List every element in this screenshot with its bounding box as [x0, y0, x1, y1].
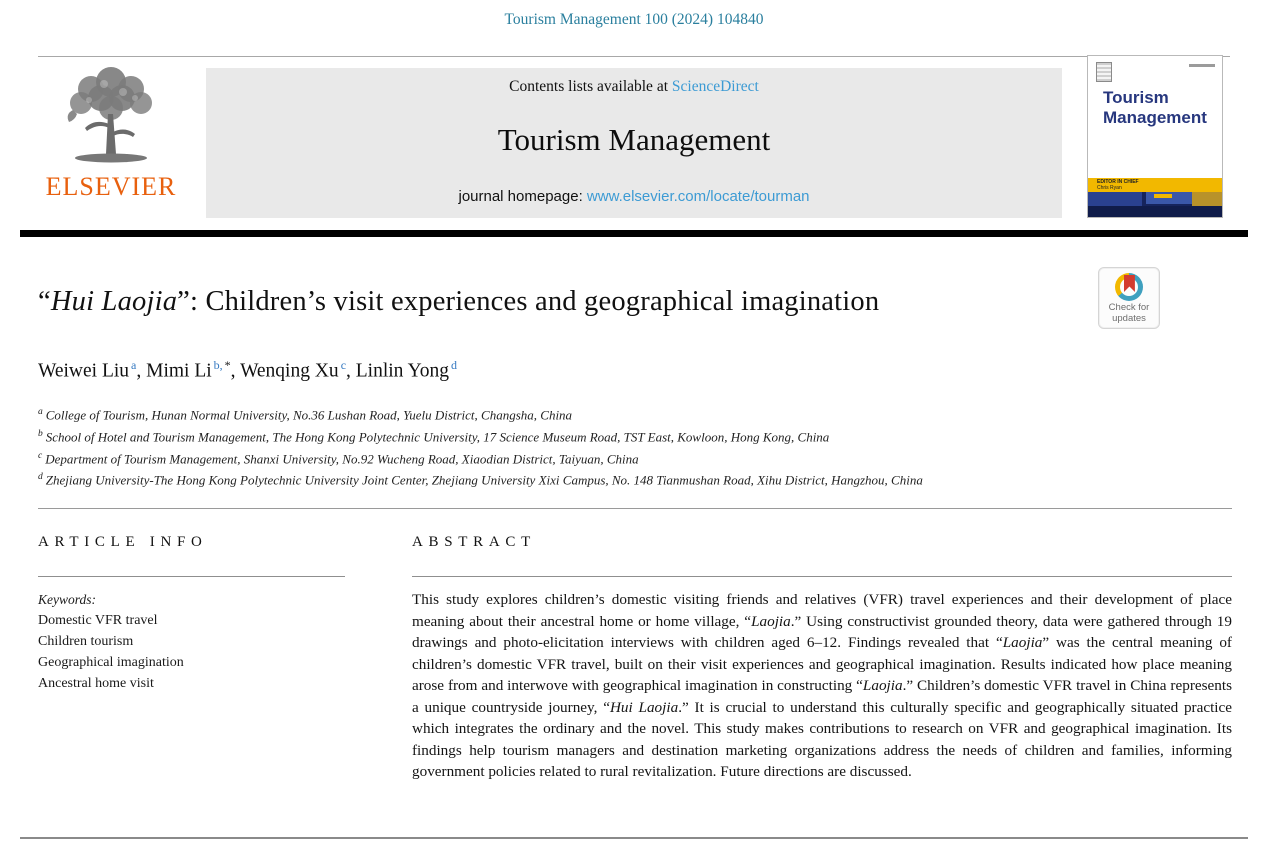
abstract-rule: [412, 576, 1232, 577]
keyword-item: Domestic VFR travel: [38, 613, 158, 628]
keywords-list: [38, 610, 345, 694]
article-info-rule: [38, 576, 345, 577]
affiliation-item: $^a$ College of Tourism, Hunan Normal University, No.36 Lushan Road, Yuelu District, Changsha, China: [38, 407, 573, 423]
article-info-column: [38, 534, 345, 694]
abstract-top-divider: [38, 508, 1232, 509]
article-title: “Hui Laojia”: Children’s visit experiences and geographical imagination: [38, 286, 880, 317]
contents-line: [206, 78, 1062, 96]
abstract-column: [412, 534, 1232, 783]
cover-editor-name: Chris Ryan: [1097, 185, 1122, 191]
cover-photo-block: [1088, 192, 1142, 206]
page-bottom-divider: [20, 837, 1248, 839]
affiliation-list: [38, 403, 923, 490]
keyword-item: Geographical imagination: [38, 655, 184, 670]
journal-banner: [206, 68, 1062, 218]
keyword-item: Ancestral home visit: [38, 676, 154, 691]
elsevier-tree-icon: [59, 62, 163, 170]
crossmark-icon: [1115, 273, 1143, 301]
journal-homepage-link[interactable]: www.elsevier.com/locate/tourman: [586, 188, 810, 205]
homepage-label: journal homepage:: [458, 188, 587, 205]
cover-photo-collage: [1088, 192, 1222, 218]
elsevier-logo[interactable]: [38, 62, 184, 220]
affiliation-item: $^d$ Zhejiang University-The Hong Kong Polytechnic University Joint Center, Zhejiang University Xixi Campus, No. 148 Tianmushan Road, Xihu District, Hangzhou, China: [38, 472, 923, 488]
cover-journal-title: Tourism Management: [1103, 88, 1207, 127]
abstract-heading: ABSTRACT: [412, 534, 536, 550]
homepage-line: [206, 188, 1062, 205]
check-for-updates-label: Check for updates: [1108, 302, 1150, 324]
cover-editor-band: [1088, 178, 1222, 192]
abstract-text: This study explores children’s domestic visiting friends and relatives (VFR) travel experiences and their development of place meaning about their ancestral home or home village, “Laojia.” Using constructivist grounded theory, data were gathered through 19 drawings and photo-elicitation interviews with children aged 6–12. Findings revealed that “Laojia” was the central meaning of children’s domestic VFR travel, built on their visit experiences and geographical imagination. Results indicated how place meaning arose from and interwove with geographical imagination in constructing “Laojia.” Children’s domestic VFR travel in China represents a unique countryside journey, “Hui Laojia.” It is crucial to understand this culturally specific and geographically situated practice which integrates the ordinary and the novel. This study makes contributions to research on VFR and geographical imagination. Its findings help tourism managers and destination marketing organizations address the needs of children and families, informing government policies related to rural revitalization. Future directions are discussed.: [412, 591, 1232, 780]
sciencedirect-link[interactable]: ScienceDirect: [671, 78, 759, 95]
article-info-heading: ARTICLE INFO: [38, 534, 208, 550]
check-for-updates-badge[interactable]: [1098, 267, 1160, 329]
cover-editor-label: EDITOR IN CHIEF: [1097, 179, 1139, 185]
cover-issue-date: [1189, 64, 1215, 67]
author-list: Weiwei Liu $^a$, Mimi Li $^{b,}$ *, Wenqing Xu $^c$, Linlin Yong $^d$: [38, 358, 457, 382]
affiliation-item: $^b$ School of Hotel and Tourism Management, The Hong Kong Polytechnic University, 17 Science Museum Road, TST East, Kowloon, Hong Kong, China: [38, 428, 830, 445]
header-divider: [38, 56, 1230, 57]
cover-photo-block: [1154, 194, 1172, 198]
affiliation-item: $^c$ Department of Tourism Management, Shanxi University, No.92 Wucheng Road, Xiaodian District, Taiyuan, China: [38, 450, 639, 466]
cover-photo-block: [1088, 206, 1223, 218]
keywords-label: Keywords:: [38, 592, 96, 607]
journal-citation: Tourism Management 100 (2024) 104840: [504, 11, 764, 28]
cover-publisher-mark-icon: [1096, 62, 1112, 82]
journal-cover-thumbnail[interactable]: [1087, 55, 1223, 218]
contents-line-text: Contents lists available at: [509, 78, 672, 95]
journal-title: Tourism Management: [497, 122, 771, 157]
elsevier-wordmark: ELSEVIER: [45, 172, 177, 201]
crossmark-bookmark-icon: [1124, 275, 1135, 292]
section-divider-bar: [20, 230, 1248, 237]
keyword-item: Children tourism: [38, 634, 134, 649]
